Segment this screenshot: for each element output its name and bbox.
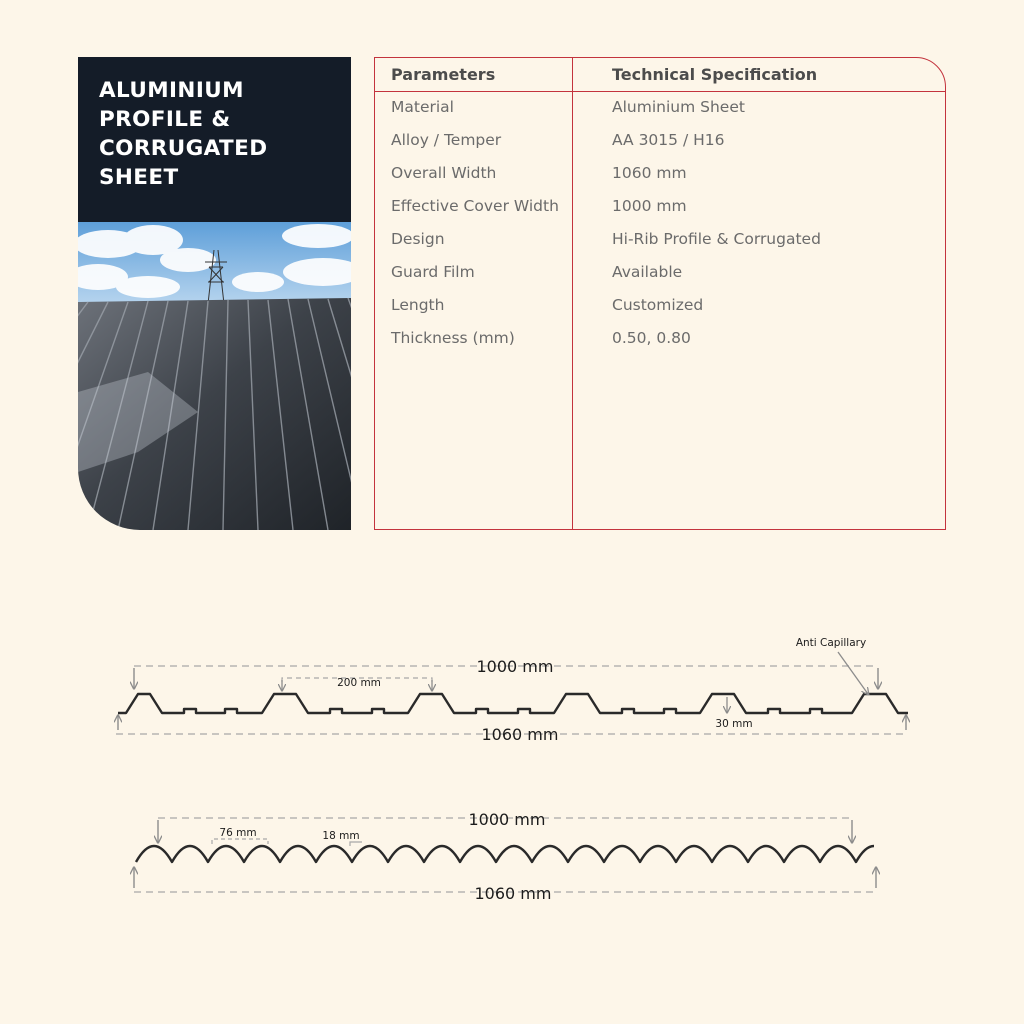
row-material-label: Material [391, 98, 454, 116]
row-cover-width-value: 1000 mm [612, 197, 687, 215]
corr-pitch-label: 76 mm [219, 827, 257, 839]
hirib-profile [116, 637, 908, 744]
rib-pitch-label: 200 mm [337, 677, 381, 689]
corrugated-profile-line [136, 846, 874, 862]
corr-pitch-bracket [212, 839, 268, 844]
row-length-label: Length [391, 296, 445, 314]
title-line-4: SHEET [99, 165, 179, 190]
row-alloy-label: Alloy / Temper [391, 131, 502, 149]
row-alloy-value: AA 3015 / H16 [612, 131, 725, 149]
header-parameters: Parameters [391, 65, 496, 84]
title-line-3: CORRUGATED [99, 136, 268, 161]
row-thickness-value: 0.50, 0.80 [612, 329, 691, 347]
title-line-2: PROFILE & [99, 107, 231, 132]
title-line-1: ALUMINIUM [99, 78, 244, 103]
corr-depth-bracket [350, 842, 362, 846]
row-overall-width-label: Overall Width [391, 164, 497, 182]
corrugated-profile [134, 810, 876, 903]
hirib-cover-width-label: 1000 mm [476, 657, 554, 676]
row-overall-width-value: 1060 mm [612, 164, 687, 182]
row-guard-film-value: Available [612, 263, 683, 281]
row-design-label: Design [391, 230, 445, 248]
row-guard-film-label: Guard Film [391, 263, 475, 281]
corr-depth-label: 18 mm [322, 830, 360, 842]
row-length-value: Customized [612, 296, 704, 314]
row-thickness-label: Thickness (mm) [391, 329, 515, 347]
row-cover-width-label: Effective Cover Width [391, 197, 559, 215]
hirib-profile-line [118, 694, 908, 713]
corr-cover-width-label: 1000 mm [468, 810, 546, 829]
anti-capillary-pointer [838, 652, 868, 694]
row-material-value: Aluminium Sheet [612, 98, 745, 116]
header-technical-specification: Technical Specification [612, 65, 818, 84]
rib-height-label: 30 mm [715, 718, 753, 730]
anti-capillary-label: Anti Capillary [795, 637, 867, 649]
row-design-value: Hi-Rib Profile & Corrugated [612, 230, 821, 248]
corr-overall-width-label: 1060 mm [474, 884, 552, 903]
hirib-overall-width-label: 1060 mm [481, 725, 559, 744]
